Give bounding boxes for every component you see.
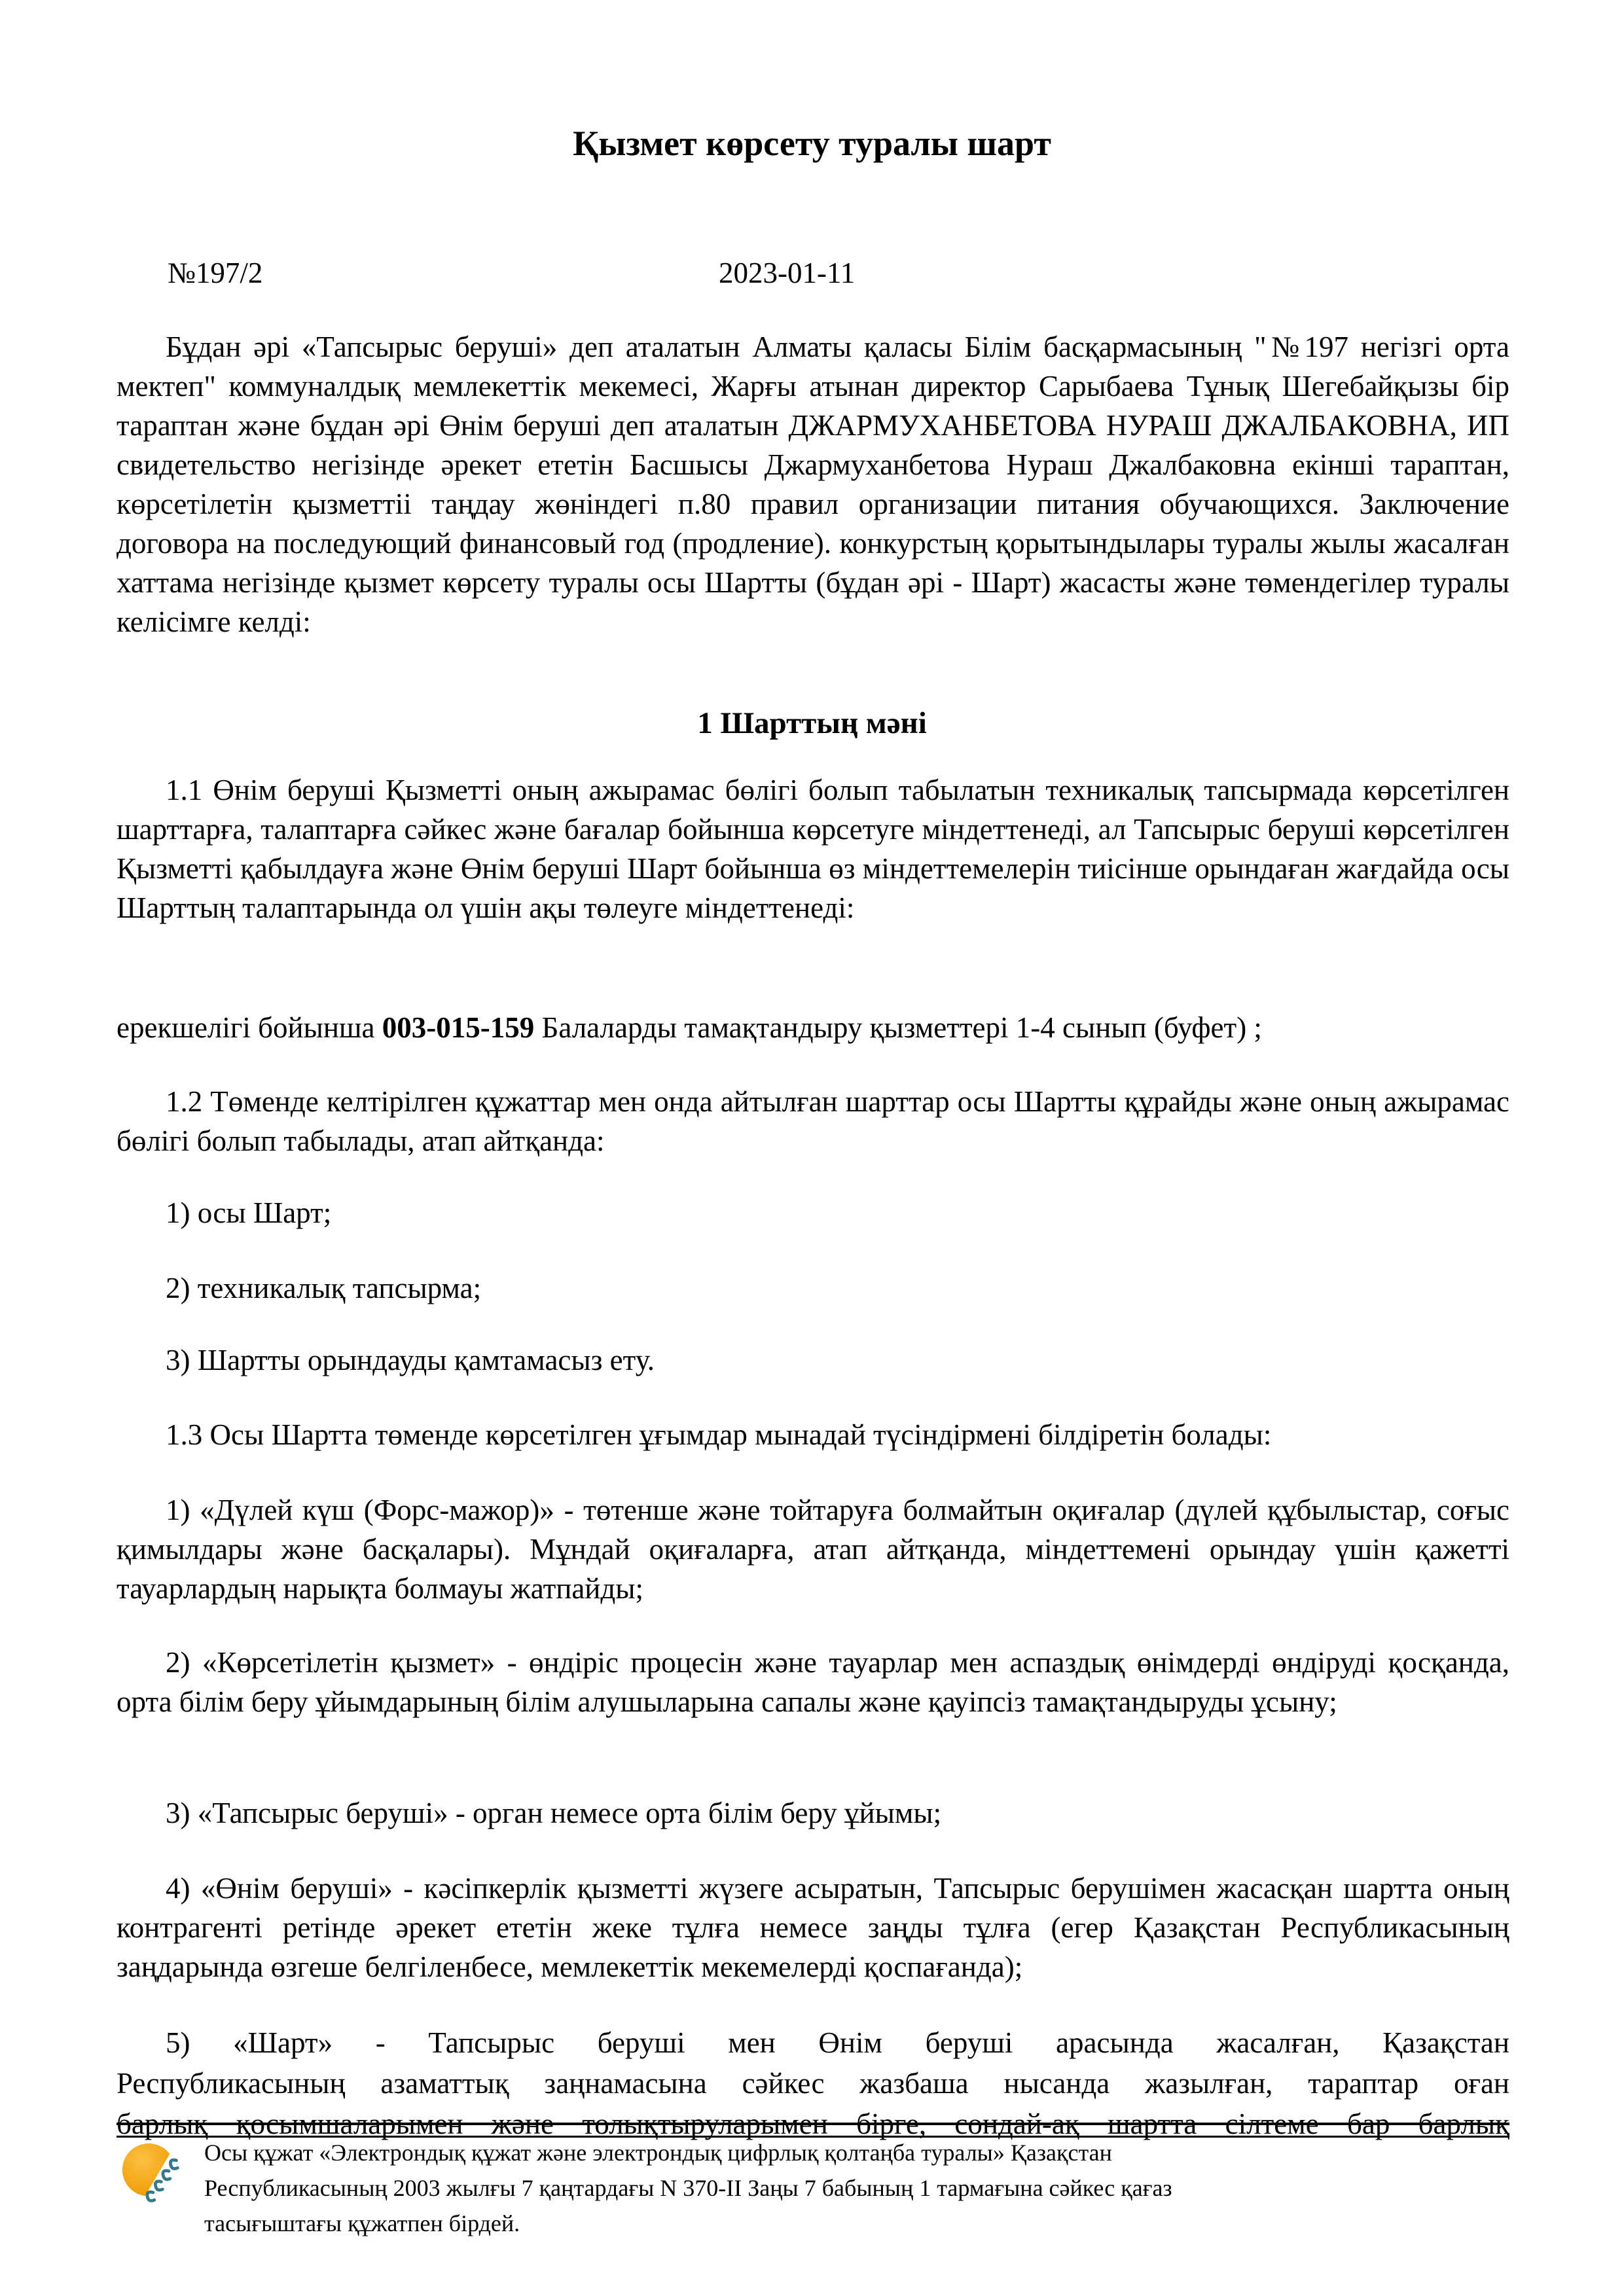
definition-contract-line-1: 5) «Шарт» - Тапсырыс беруші мен Өнім беруші арасында жасалған, Қазақстан <box>166 2026 1509 2059</box>
clause-1-3: 1.3 Осы Шартта төменде көрсетілген ұғымдар мынадай түсіндірмені білдіретін болады: <box>166 1418 1272 1451</box>
speciality-code: 003-015-159 <box>382 1011 535 1044</box>
footer-disclaimer <box>204 2135 1356 2241</box>
definition-contract-line-2: Республикасының азаматтық заңнамасына сәйкес жазбаша нысанда жазылған, тараптар оған <box>117 2067 1509 2100</box>
contract-number: №197/2 <box>168 257 263 289</box>
clause-1-1: 1.1 Өнім беруші Қызметті оның ажырамас бөлігі болып табылатын техникалық тапсырмада көрсетілген шарттарға, талаптарға сәйкес және бағалар бойынша көрсетуге міндеттенеді, ал Тапсырыс беруші көрсетілген Қызметті қабылдауға және Өнім беруші Шарт бойынша өз міндеттемелерін тиісінше орындаған жағдайда осы Шарттың талаптарында ол үшін ақы төлеуге міндеттенеді: <box>117 774 1509 924</box>
list-item-technical-task: 2) техникалық тапсырма; <box>166 1272 482 1304</box>
list-item-contract: 1) осы Шарт; <box>166 1196 332 1229</box>
definition-force-majeure: 1) «Дүлей күш (Форс-мажор)» - төтенше және тойтаруға болмайтын оқиғалар (дүлей құбылыстар, соғыс қимылдары және басқалары). Мұндай оқиғаларға, атап айтқанда, міндеттемені орындау үшін қажетті тауарлардың нарықта болмауы жатпайды; <box>117 1494 1509 1605</box>
definition-supplier: 4) «Өнім беруші» - кәсіпкерлік қызметті жүзеге асыратын, Тапсырыс берушімен жасасқан шартта оның контрагенті ретінде әрекет ететін жеке тұлға немесе заңды тұлға (егер Қазақстан Республикасының заңдарында өзгеше белгіленбесе, мемлекеттік мекемелерді қоспағанда); <box>117 1872 1509 1983</box>
speciality-prefix: ерекшелігі бойынша <box>117 1011 382 1044</box>
definition-customer: 3) «Тапсырыс беруші» - орган немесе орта білім беру ұйымы; <box>166 1797 942 1829</box>
footnote-separator-line <box>117 2123 1509 2125</box>
footer-disclaimer-line-3: тасығыштағы құжатпен бірдей. <box>204 2210 520 2236</box>
intro-paragraph: Бұдан әрі «Тапсырыс беруші» деп аталатын Алматы қаласы Білім басқармасының "№197 негізгі орта мектеп" коммуналдық мемлекеттік мекемесі, Жарғы атынан директор Сарыбаева Тұнық Шегебайқызы бір тараптан және бұдан әрі Өнім беруші деп аталатын ДЖАРМУХАНБЕТОВА НУРАШ ДЖАЛБАКОВНА, ИП свидетельство негізінде әрекет ететін Басшысы Джармуханбетова Нураш Джалбаковна екінші тараптан, көрсетілетін қызметтіі таңдау жөніндегі п.80 правил организации питания обучающихся. Заключение договора на последующий финансовый год (продление). конкурстың қорытындылары туралы жылы жасалған хаттама негізінде қызмет көрсету туралы осы Шартты (бұдан әрі - Шарт) жасасты және төмендегілер туралы келісімге келді: <box>117 331 1509 638</box>
speciality-suffix: Балаларды тамақтандыру қызметтері 1-4 сынып (буфет) ; <box>534 1011 1262 1044</box>
definition-contract-line-3: барлық қосымшаларымен және толықтыруларымен бірге, сондай-ақ шартта сілтеме бар барлық <box>117 2108 1509 2140</box>
definition-service: 2) «Көрсетілетін қызмет» - өндіріс процесін және тауарлар мен аспаздық өнімдерді өндіруді қосқанда, орта білім беру ұйымдарының білім алушыларына сапалы және қауіпсіз тамақтандыруды ұсыну; <box>117 1646 1509 1718</box>
definition-contract <box>117 2022 1509 2144</box>
document-title: Қызмет көрсету туралы шарт <box>573 124 1051 163</box>
footer-disclaimer-line-2: Республикасының 2003 жылғы 7 қаңтардағы N 370-II Заңы 7 бабының 1 тармағына сәйкес қағаз <box>204 2175 1172 2201</box>
footer-disclaimer-line-1: Осы құжат «Электрондық құжат және электрондық цифрлық қолтаңба туралы» Қазақстан <box>204 2140 1112 2166</box>
sun-ornament-icon <box>120 2142 183 2204</box>
section-1-heading: 1 Шарттың мәні <box>697 706 927 740</box>
contract-date: 2023-01-11 <box>719 257 856 289</box>
egov-sun-ornament-logo-icon <box>120 2142 183 2204</box>
clause-1-2: 1.2 Төменде келтірілген құжаттар мен онда айтылған шарттар осы Шартты құрайды және оның ажырамас бөлігі болып табылады, атап айтқанда: <box>117 1085 1509 1157</box>
list-item-contract-security: 3) Шартты орындауды қамтамасыз ету. <box>166 1344 655 1376</box>
speciality-line <box>117 1008 1509 1047</box>
